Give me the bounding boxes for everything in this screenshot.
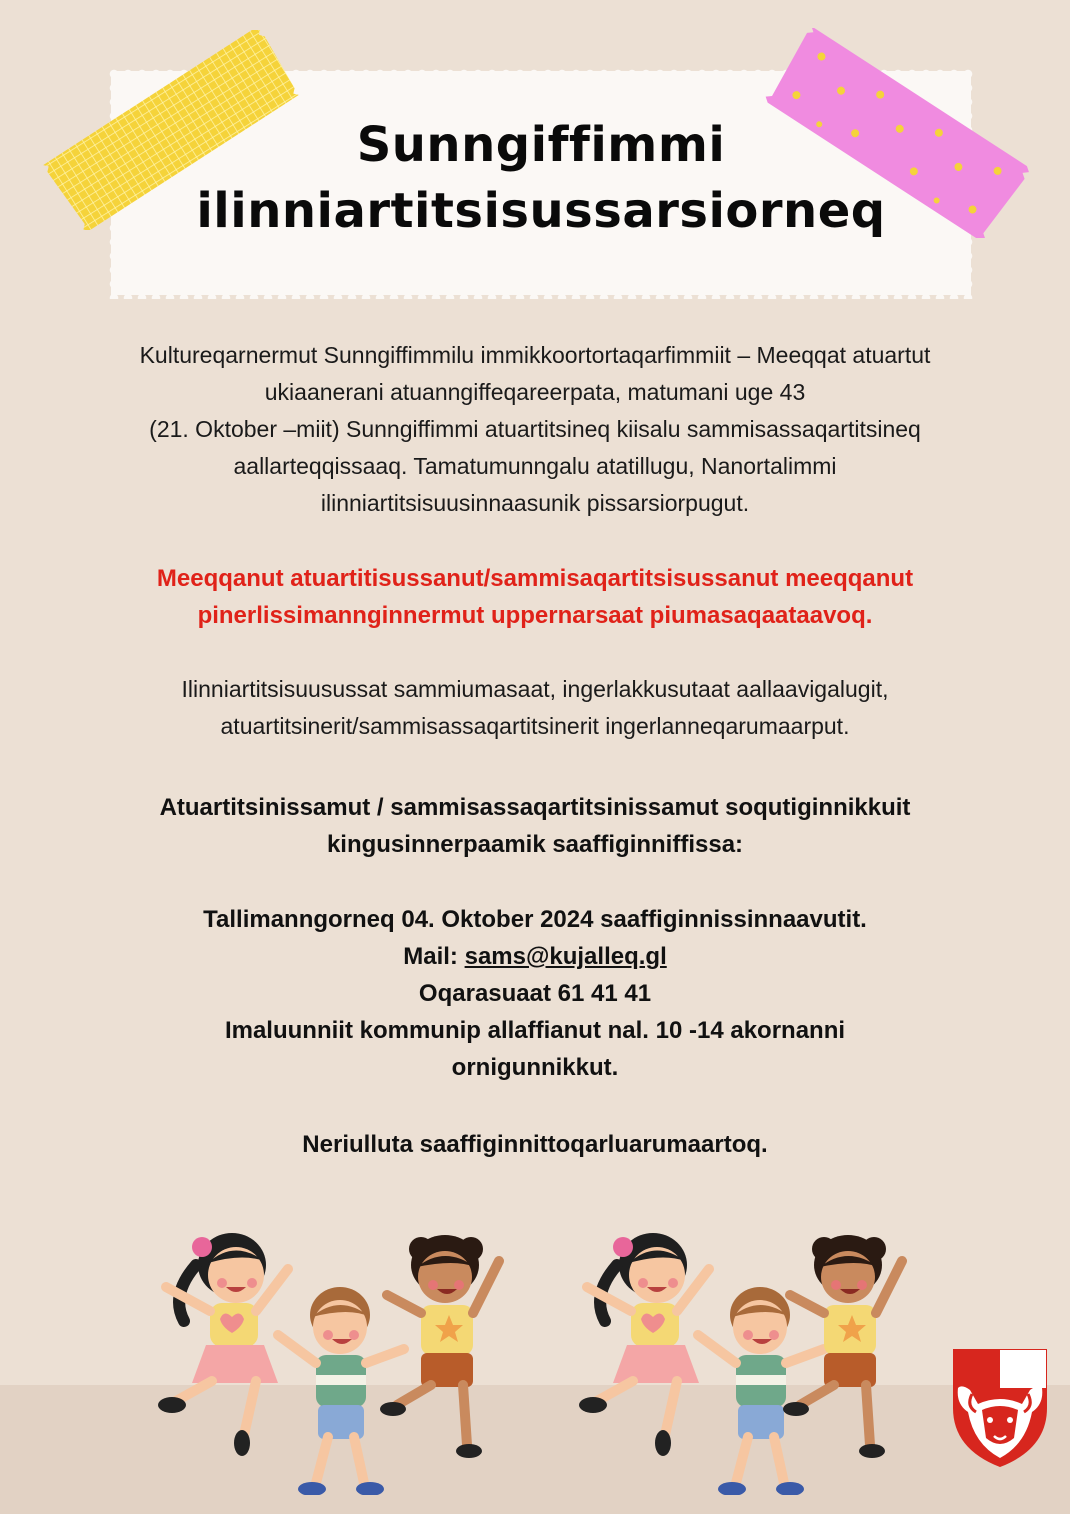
- intro-line: aallarteqqissaaq. Tamatumunngalu atatillugu, Nanortalimmi: [233, 453, 837, 479]
- title-line-1: Sunngiffimmi: [356, 117, 726, 173]
- highlight-line: pinerlissimannginnermut uppernarsaat piumasaqaataavoq.: [197, 602, 873, 629]
- intro-line: (21. Oktober –miit) Sunngiffimmi atuartitsineq kiisalu sammisassaqartitsineq: [149, 416, 921, 442]
- requirement-highlight: [20, 560, 1050, 634]
- intro-line: ilinniartitsisuusinnaasunik pissarsiorpugut.: [320, 490, 750, 516]
- pink-tape-icon: [752, 28, 1042, 238]
- application-line: kingusinnerpaamik saaffiginniffissa:: [326, 831, 744, 858]
- intro-line: Kultureqarnermut Sunngiffimmilu immikkoortortaqarfimmiit – Meeqqat atuartut: [139, 342, 931, 368]
- requirements-line: atuartitsinerit/sammisassaqartitsinerit ingerlanneqarumaarput.: [220, 713, 850, 739]
- requirements-line: Ilinniartitsisuusussat sammiumasaat, ingerlakkusutaat aallaavigalugit,: [181, 676, 889, 702]
- closing-text: [20, 1126, 1050, 1163]
- mail-link[interactable]: sams@kujalleq.gl: [464, 943, 667, 970]
- mail-label: Mail:: [403, 943, 458, 970]
- yellow-tape-icon: [26, 30, 316, 230]
- municipal-crest-icon: [952, 1348, 1048, 1468]
- hours-text-2: ornigunnikkut.: [451, 1054, 619, 1081]
- deadline-text: Tallimanngorneq 04. Oktober 2024 saaffiginnissinnaavutit.: [203, 906, 867, 933]
- title-line-2: ilinniartitsisussarsiorneq: [196, 183, 886, 239]
- intro-line: ukiaanerani atuanngiffeqareerpata, matumani uge 43: [264, 379, 806, 405]
- application-line: Atuartitsinissamut / sammisassaqartitsinissamut soqutiginnikkuit: [159, 794, 911, 821]
- requirements-paragraph: [20, 671, 1050, 745]
- dancing-kids-illustration: [140, 1205, 940, 1495]
- hours-text: Imaluunniit kommunip allaffianut nal. 10 -14 akornanni: [224, 1017, 846, 1044]
- application-heading: [20, 789, 1050, 863]
- phone-text: Oqarasuaat 61 41 41: [418, 980, 652, 1007]
- intro-paragraph: [20, 337, 1050, 522]
- contact-block: [20, 901, 1050, 1086]
- highlight-line: Meeqqanut atuartitisussanut/sammisaqartitsisussanut meeqqanut: [156, 565, 914, 592]
- closing-line: Neriulluta saaffiginnittoqarluarumaartoq.: [302, 1131, 768, 1158]
- mail-line: [20, 938, 1050, 975]
